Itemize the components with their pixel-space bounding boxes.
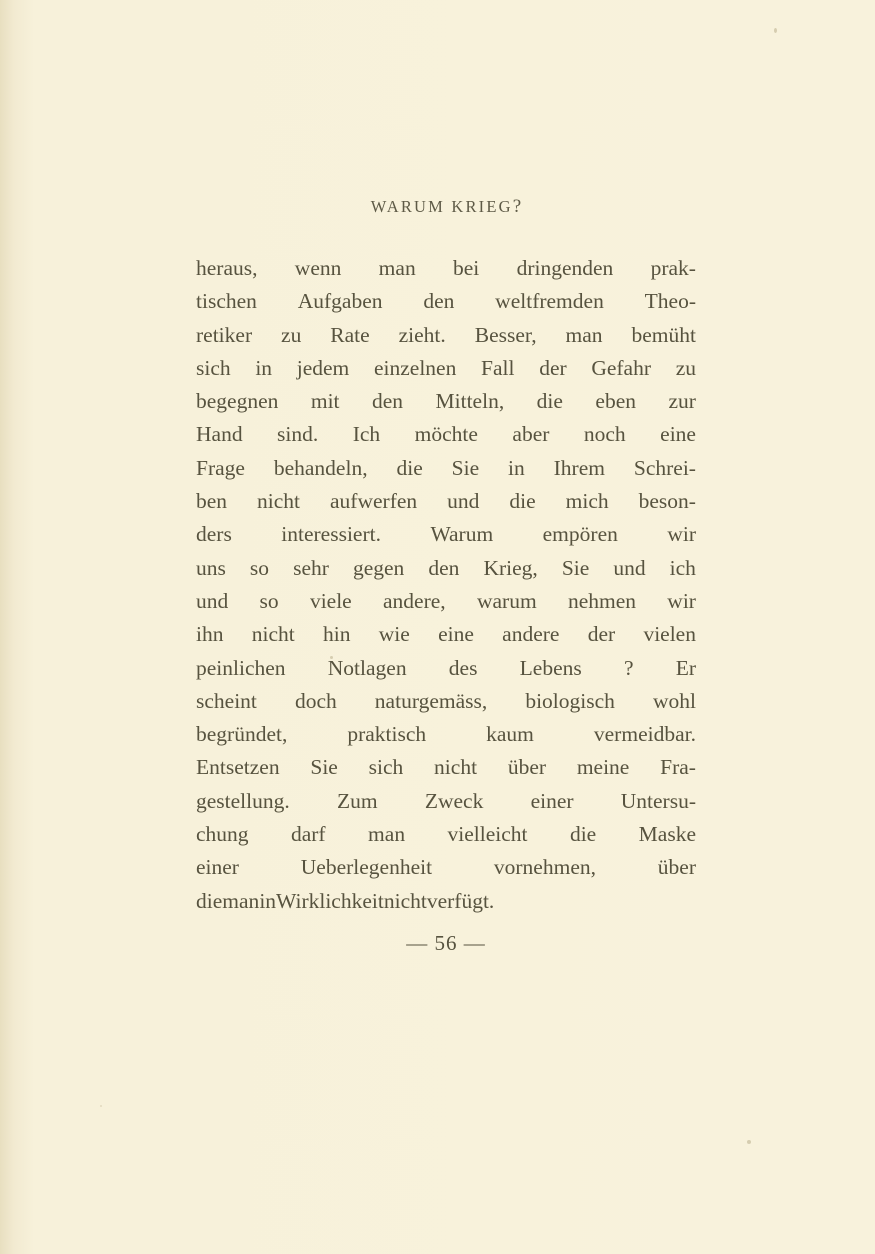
text-word: wir	[667, 522, 696, 547]
text-word: kaum	[486, 722, 534, 747]
text-line	[196, 851, 696, 884]
text-word: Entsetzen	[196, 755, 280, 780]
text-word: die	[196, 888, 223, 913]
text-line	[196, 718, 696, 751]
text-word: Sie	[561, 555, 590, 580]
text-word: hin	[323, 622, 351, 647]
text-word: zu	[281, 322, 302, 347]
text-word: Zweck	[424, 788, 484, 813]
text-word: uns	[196, 555, 226, 580]
text-word: in	[259, 888, 277, 913]
text-word: praktisch	[347, 722, 427, 747]
text-line	[196, 452, 696, 485]
text-word: zu	[675, 355, 696, 380]
paper-speckle	[747, 1140, 751, 1144]
text-word: in	[255, 355, 273, 380]
text-word: sich	[368, 755, 404, 780]
text-word: Warum	[430, 522, 494, 547]
text-word: prak-	[650, 256, 696, 280]
text-word: tischen	[196, 289, 257, 314]
text-line	[196, 785, 696, 818]
text-word: behandeln,	[273, 455, 368, 480]
text-word: aufwerfen	[330, 489, 418, 514]
text-word: Ich	[352, 422, 381, 447]
text-word: ihn	[196, 622, 224, 647]
text-word: Sie	[310, 755, 338, 780]
text-word: andere	[502, 622, 560, 647]
text-word: begegnen	[196, 389, 279, 414]
text-word: nicht	[257, 489, 301, 514]
running-head-question-mark: ?	[512, 196, 522, 217]
text-word: die	[396, 455, 423, 480]
text-word: Rate	[330, 322, 370, 347]
text-word: eben	[595, 389, 637, 414]
text-word: Maske	[638, 822, 696, 847]
text-word: die	[509, 489, 536, 514]
text-word: und	[613, 555, 646, 580]
text-word: man	[222, 888, 260, 913]
text-word: bei	[453, 256, 480, 280]
text-word: Gefahr	[591, 355, 652, 380]
text-word: den	[372, 389, 404, 414]
text-word: ders	[196, 522, 232, 547]
text-line	[196, 685, 696, 718]
text-word: nehmen	[567, 588, 637, 613]
text-word: die	[569, 822, 597, 847]
text-word: darf	[290, 822, 326, 847]
text-word: vermeidbar.	[593, 722, 696, 747]
text-word: Er	[675, 655, 696, 680]
running-head	[196, 196, 696, 218]
text-line	[196, 652, 696, 685]
text-word: mit	[310, 389, 340, 414]
text-word: eine	[438, 622, 474, 647]
text-word: weltfremden	[495, 289, 604, 314]
text-word: und	[196, 588, 229, 613]
text-word: sich	[196, 355, 231, 380]
text-word: so	[259, 588, 279, 613]
text-word: Fra-	[660, 755, 696, 780]
text-word: in	[508, 455, 525, 480]
paper-speckle	[774, 28, 777, 33]
text-word: andere,	[383, 588, 446, 613]
text-word: man	[378, 256, 416, 280]
text-word: des	[448, 655, 478, 680]
page-number: — 56 —	[406, 931, 486, 955]
text-line	[196, 418, 696, 451]
text-word: ben	[196, 489, 228, 514]
text-word: gegen	[352, 555, 405, 580]
text-word: den	[423, 289, 455, 314]
text-line	[196, 885, 696, 918]
text-word: möchte	[414, 422, 478, 447]
text-word: mich	[565, 489, 609, 514]
text-word: wie	[378, 622, 410, 647]
text-word: beson-	[638, 489, 696, 514]
text-word: man	[565, 322, 603, 347]
text-word: so	[249, 555, 270, 580]
text-word: jedem	[296, 355, 350, 380]
text-word: einer	[530, 788, 574, 813]
text-line	[196, 552, 696, 585]
text-word: scheint	[196, 688, 257, 713]
text-line	[196, 385, 696, 418]
text-word: über	[507, 755, 547, 780]
text-word: der	[587, 622, 616, 647]
text-word: gestellung.	[196, 788, 290, 813]
text-word: Schrei-	[633, 455, 696, 480]
text-word: bemüht	[631, 322, 696, 347]
text-word: aber	[512, 422, 550, 447]
text-word: Besser,	[474, 322, 537, 347]
text-word: ?	[623, 655, 634, 680]
text-line	[196, 319, 696, 352]
text-word: wohl	[652, 688, 696, 713]
text-line	[196, 751, 696, 784]
text-word: nicht	[434, 755, 478, 780]
text-word: Hand	[196, 422, 243, 447]
text-word: einzelnen	[373, 355, 457, 380]
text-word: den	[428, 555, 460, 580]
text-line	[196, 618, 696, 651]
text-word: Fall	[481, 355, 515, 380]
text-word: naturgemäss,	[374, 688, 488, 713]
text-word: vornehmen,	[493, 855, 596, 880]
text-word: Wirklichkeit	[276, 888, 384, 913]
text-word: Aufgaben	[297, 289, 383, 314]
text-word: Zum	[336, 788, 378, 813]
text-word: wenn	[294, 256, 342, 280]
text-word: zur	[668, 389, 696, 414]
text-word: retiker	[196, 322, 253, 347]
text-line	[196, 585, 696, 618]
text-word: der	[539, 355, 567, 380]
text-word: doch	[294, 688, 337, 713]
text-word: heraus,	[196, 256, 258, 280]
text-line	[196, 518, 696, 551]
text-word: nicht	[251, 622, 295, 647]
text-word: meine	[576, 755, 630, 780]
running-head-title: WARUM KRIEG	[370, 197, 513, 216]
text-word: begründet,	[196, 722, 288, 747]
text-word: ich	[669, 555, 696, 580]
text-word: sind.	[277, 422, 319, 447]
text-word: empören	[542, 522, 618, 547]
text-word: Ueberlegenheit	[300, 855, 433, 880]
text-word: wir	[667, 588, 696, 613]
text-word: nicht	[383, 888, 427, 913]
text-word: die	[536, 389, 563, 414]
text-word: Mitteln,	[435, 389, 505, 414]
text-word: chung	[196, 822, 249, 847]
text-word: dringenden	[516, 256, 614, 280]
text-word: über	[657, 855, 696, 880]
text-line	[196, 352, 696, 385]
text-word: Theo-	[644, 289, 696, 314]
text-line	[196, 285, 696, 318]
text-word: warum	[476, 588, 537, 613]
text-line	[196, 485, 696, 518]
text-word: zieht.	[398, 322, 446, 347]
text-word: Sie	[451, 455, 480, 480]
text-line	[196, 252, 696, 285]
text-word: vielen	[643, 622, 696, 647]
text-word: Ihrem	[553, 455, 605, 480]
text-word: und	[447, 489, 480, 514]
text-word: noch	[583, 422, 626, 447]
text-word: einer	[196, 855, 239, 880]
text-word: Krieg,	[483, 555, 538, 580]
text-word: Frage	[196, 455, 245, 480]
text-line	[196, 818, 696, 851]
text-word: man	[368, 822, 406, 847]
text-word: eine	[660, 422, 696, 447]
text-word: peinlichen	[196, 655, 286, 680]
text-word: vielleicht	[447, 822, 528, 847]
body-paragraph	[196, 252, 696, 918]
text-word: interessiert.	[281, 522, 381, 547]
text-word: viele	[309, 588, 352, 613]
text-word: biologisch	[525, 688, 615, 713]
text-word: verfügt.	[426, 888, 495, 913]
text-word: Notlagen	[327, 655, 407, 680]
text-word: Lebens	[519, 655, 582, 680]
paper-speckle	[100, 1105, 102, 1107]
page-content	[196, 196, 696, 955]
text-word: Untersu-	[620, 788, 696, 813]
text-word: sehr	[293, 555, 329, 580]
